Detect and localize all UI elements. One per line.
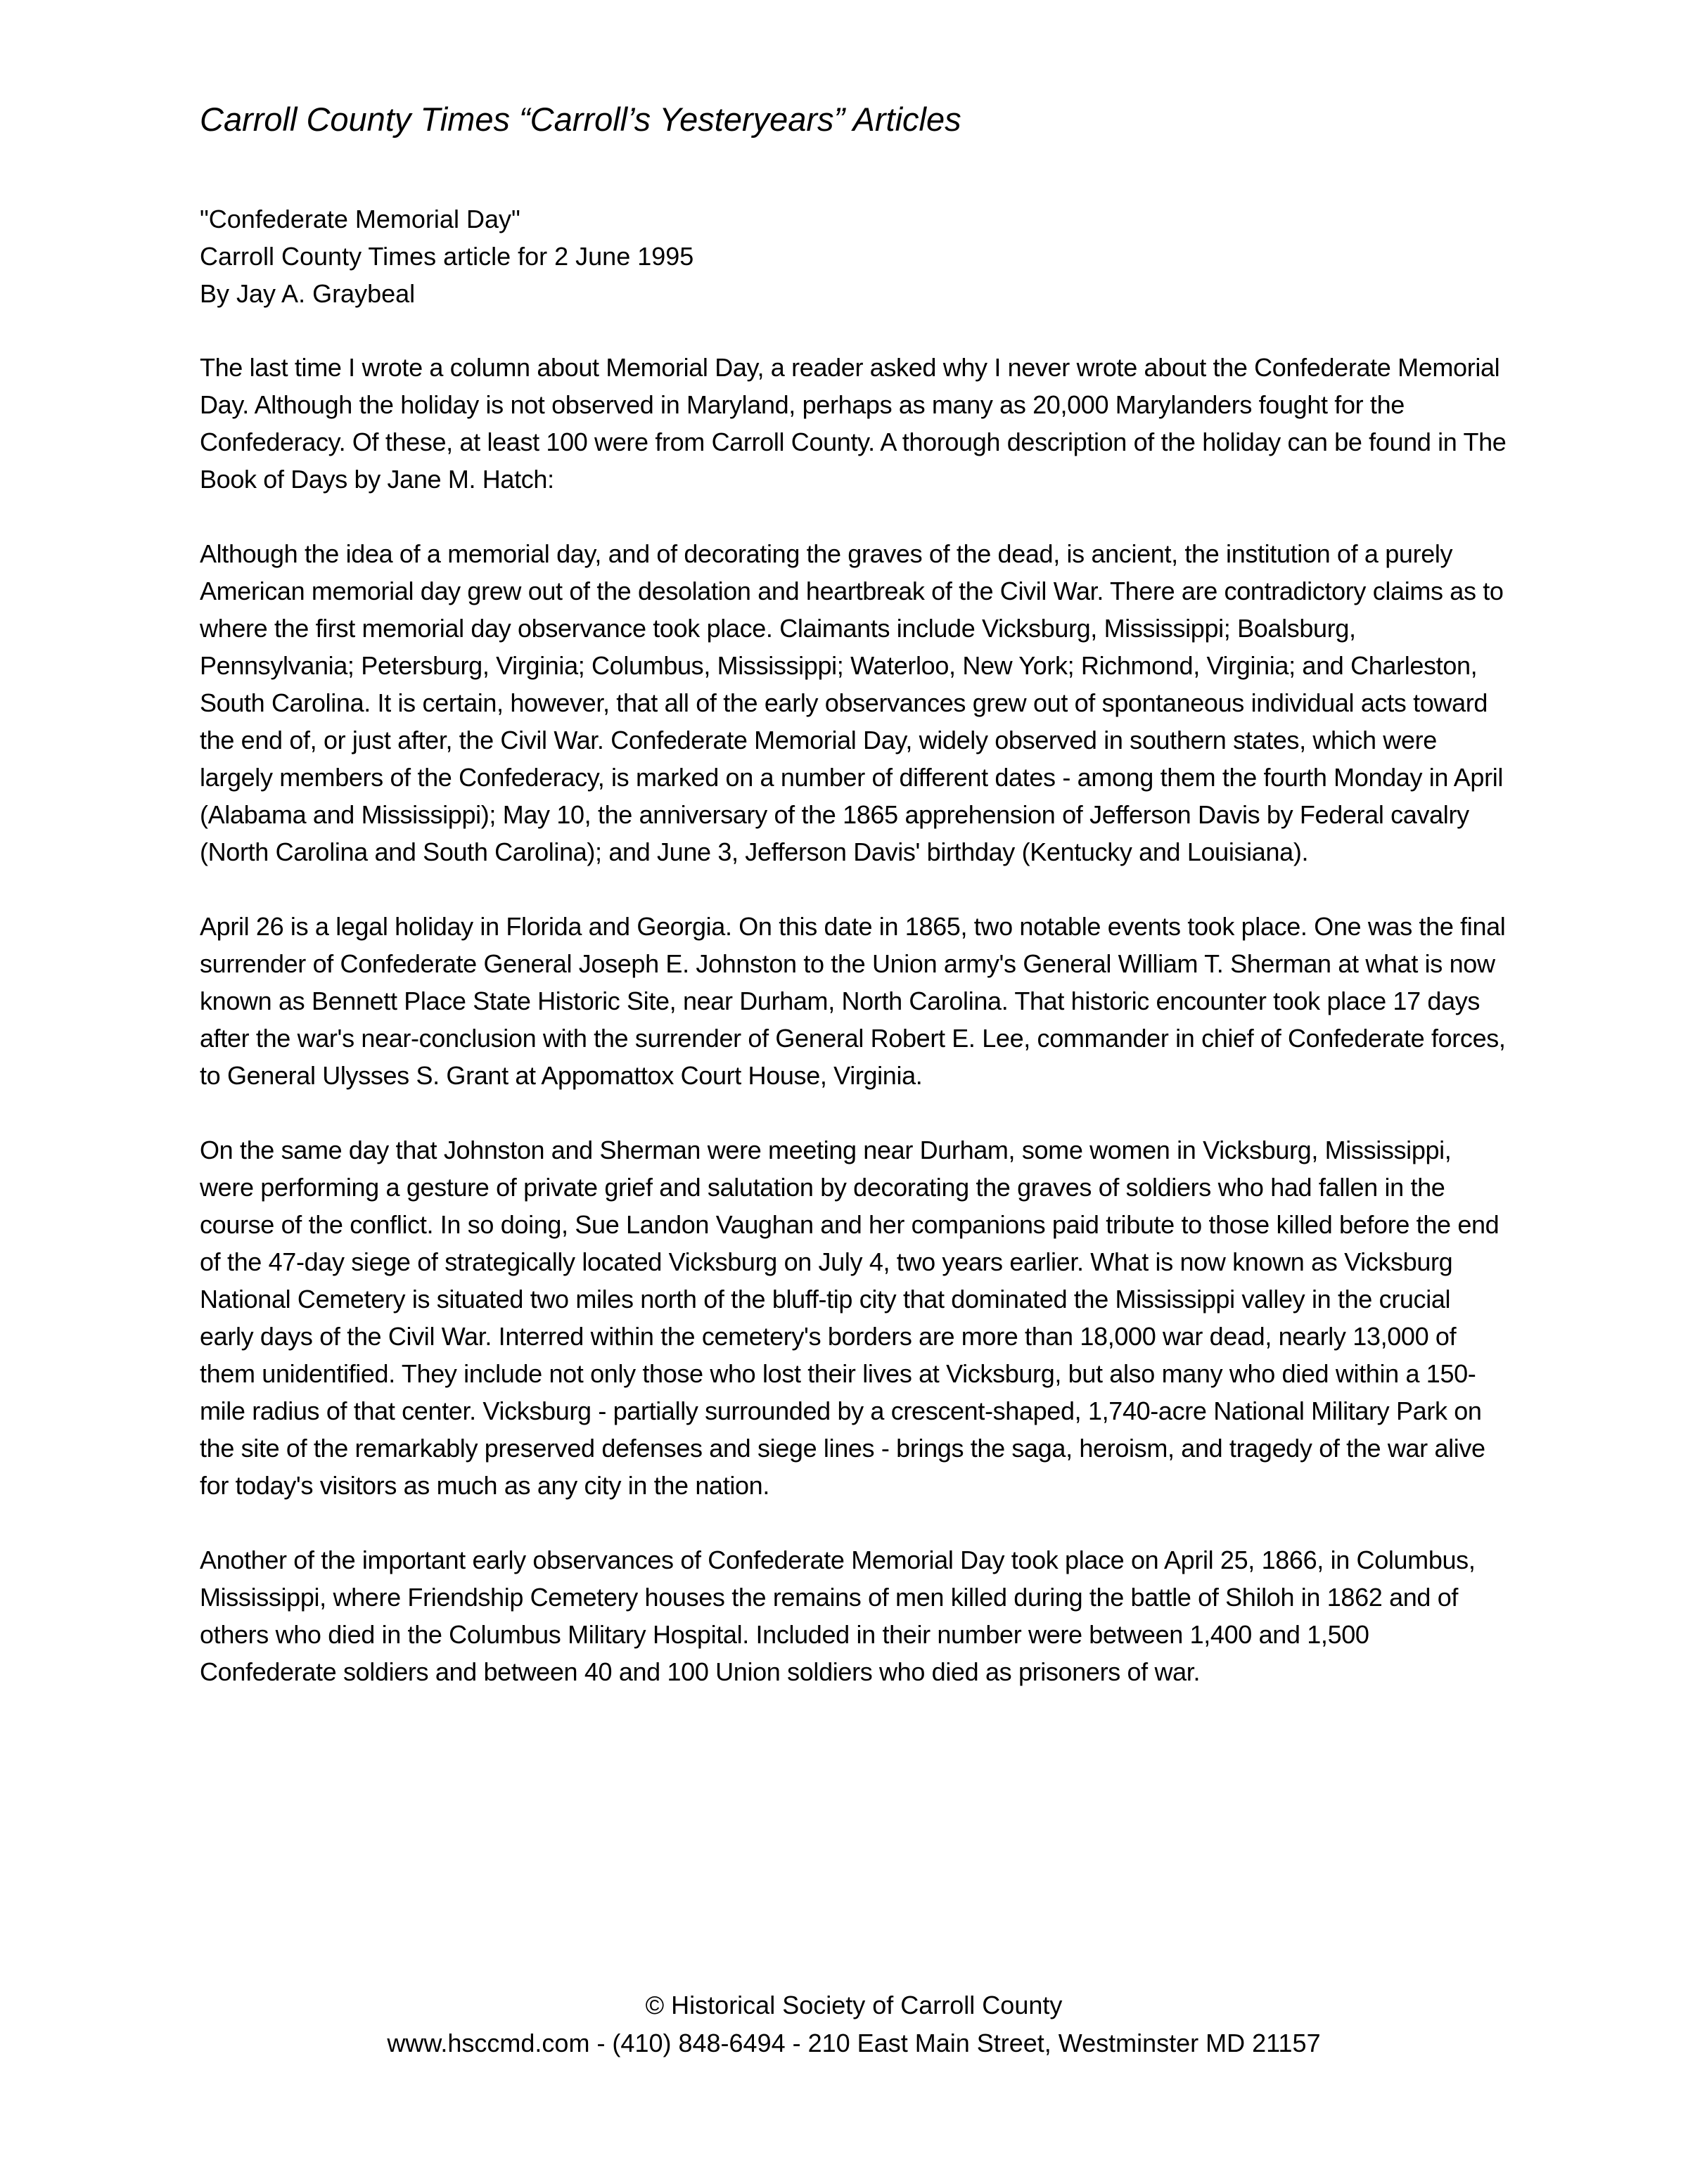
series-title: Carroll County Times “Carroll’s Yesteryears” Articles (200, 101, 961, 138)
article-body (200, 349, 1508, 1728)
byline: By Jay A. Graybeal (200, 279, 416, 308)
paragraph: Another of the important early observances of Confederate Memorial Day took place on April 25, 1866, in Columbus, Mississippi, where Friendship Cemetery houses the remains of men killed during the battle of Shiloh in 1862 and of others who died in the Columbus Military Hospital. Included in their number were between 1,400 and 1,500 Confederate soldiers and between 40 and 100 Union soldiers who died as prisoners of war. (200, 1546, 1476, 1686)
paragraph: Although the idea of a memorial day, and of decorating the graves of the dead, is ancient, the institution of a purely American memorial day grew out of the desolation and heartbreak of the Civil War. There are contradictory claims as to where the first memorial day observance took place. Claimants include Vicksburg, Mississippi; Boalsburg, Pennsylvania; Petersburg, Virginia; Columbus, Mississippi; Waterloo, New York; Richmond, Virginia; and Charleston, South Carolina. It is certain, however, that all of the early observances grew out of spontaneous individual acts toward the end of, or just after, the Civil War. Confederate Memorial Day, widely observed in southern states, which were largely members of the Confederacy, is marked on a number of different dates - among them the fourth Monday in April (Alabama and Mississippi); May 10, the anniversary of the 1865 apprehension of Jefferson Davis by Federal cavalry (North Carolina and South Carolina); and June 3, Jefferson Davis' birthday (Kentucky and Louisiana). (200, 539, 1504, 866)
publication-line: Carroll County Times article for 2 June 1995 (200, 242, 694, 271)
article-meta (200, 200, 1508, 312)
paragraph: On the same day that Johnston and Sherman were meeting near Durham, some women in Vicksburg, Mississippi, were performing a gesture of private grief and salutation by decorating the graves of soldiers who had fallen in the course of the conflict. In so doing, Sue Landon Vaughan and her companions paid tribute to those killed before the end of the 47-day siege of strategically located Vicksburg on July 4, two years earlier. What is now known as Vicksburg National Cemetery is situated two miles north of the bluff-tip city that dominated the Mississippi valley in the crucial early days of the Civil War. Interred within the cemetery's borders are more than 18,000 war dead, nearly 13,000 of them unidentified. They include not only those who lost their lives at Vicksburg, but also many who died within a 150-mile radius of that center. Vicksburg - partially surrounded by a crescent-shaped, 1,740-acre National Military Park on the site of the remarkably preserved defenses and siege lines - brings the saga, heroism, and tragedy of the war alive for today's visitors as much as any city in the nation. (200, 1136, 1500, 1500)
page-footer (200, 1986, 1508, 2062)
paragraph: The last time I wrote a column about Memorial Day, a reader asked why I never wrote about the Confederate Memorial Day. Although the holiday is not observed in Maryland, perhaps as many as 20,000 Marylanders fought for the Confederacy. Of these, at least 100 were from Carroll County. A thorough description of the holiday can be found in The Book of Days by Jane M. Hatch: (200, 353, 1507, 494)
paragraph: April 26 is a legal holiday in Florida and Georgia. On this date in 1865, two notable events took place. One was the final surrender of Confederate General Joseph E. Johnston to the Union army's General William T. Sherman at what is now known as Bennett Place State Historic Site, near Durham, North Carolina. That historic encounter took place 17 days after the war's near-conclusion with the surrender of General Robert E. Lee, commander in chief of Confederate forces, to General Ulysses S. Grant at Appomattox Court House, Virginia. (200, 912, 1506, 1090)
footer-contact: www.hsccmd.com - (410) 848-6494 - 210 East Main Street, Westminster MD 21157 (387, 2029, 1321, 2057)
article-title: "Confederate Memorial Day" (200, 205, 520, 233)
footer-copyright: © Historical Society of Carroll County (645, 1991, 1063, 2019)
